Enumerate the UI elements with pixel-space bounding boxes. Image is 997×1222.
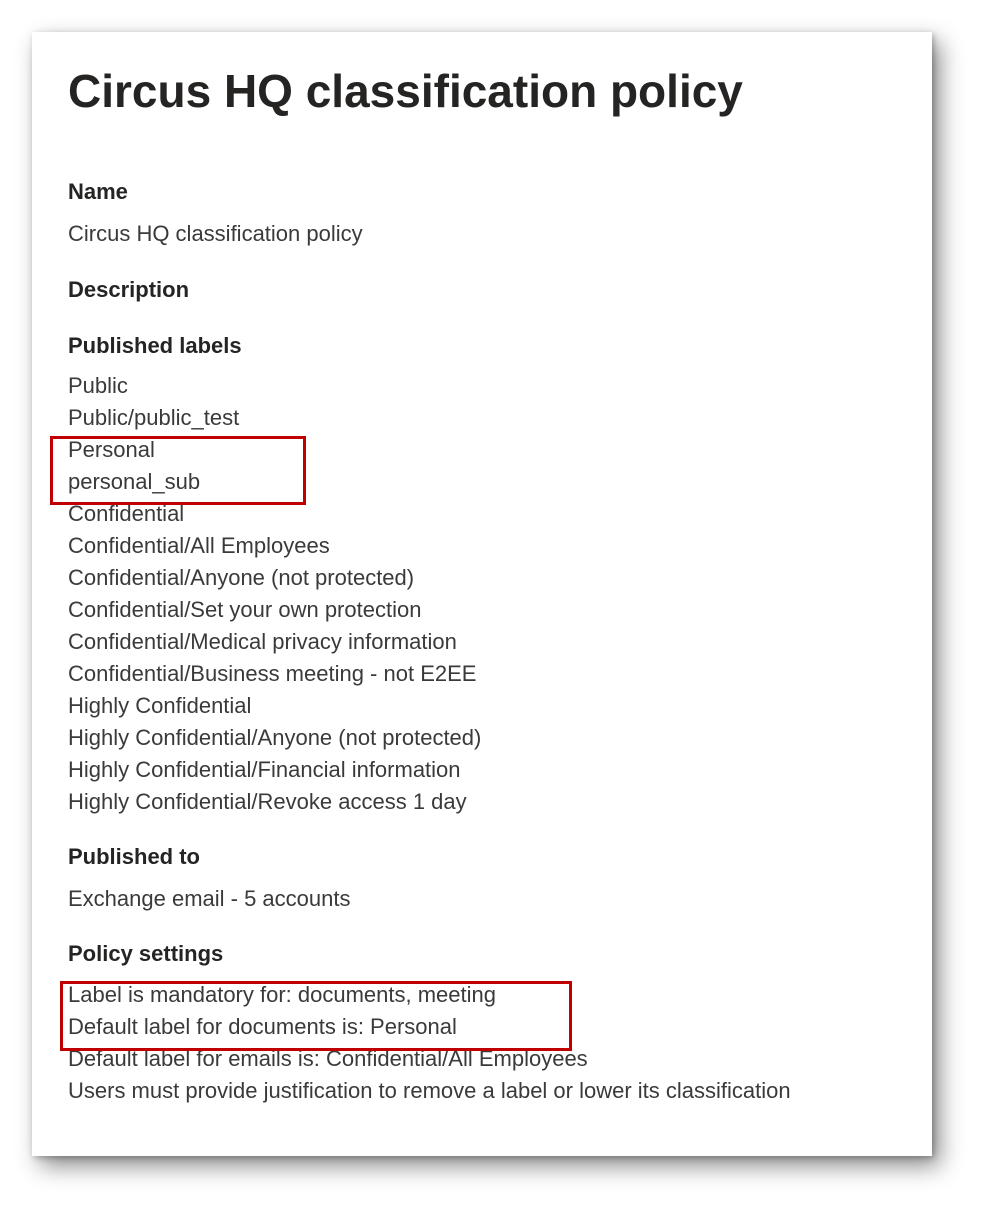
published-label-item: Confidential/All Employees — [68, 533, 330, 558]
published-label-item: Confidential/Set your own protection — [68, 597, 422, 622]
policy-setting-item: Default label for emails is: Confidential/All Employees — [68, 1046, 588, 1071]
published-label-item: Highly Confidential/Financial information — [68, 757, 461, 782]
name-label: Name — [68, 179, 128, 204]
published-label-item: Highly Confidential/Anyone (not protected) — [68, 725, 482, 750]
policy-details-panel — [32, 32, 932, 1156]
policy-setting-item: Users must provide justification to remove a label or lower its classification — [68, 1078, 791, 1103]
description-label: Description — [68, 277, 190, 302]
published-label-item: Personal — [68, 437, 155, 462]
published-label-item: Public — [68, 373, 128, 398]
published-labels-list — [68, 370, 481, 818]
published-label-item: Confidential — [68, 501, 185, 526]
published-to-label: Published to — [68, 844, 200, 869]
policy-setting-item: Label is mandatory for: documents, meeting — [68, 982, 497, 1007]
published-labels-label: Published labels — [68, 333, 242, 358]
name-value: Circus HQ classification policy — [68, 221, 363, 246]
policy-setting-item: Default label for documents is: Personal — [68, 1014, 457, 1039]
published-label-item: Confidential/Business meeting - not E2EE — [68, 661, 477, 686]
policy-settings-list — [68, 979, 791, 1107]
published-label-item: Highly Confidential/Revoke access 1 day — [68, 789, 467, 814]
published-label-item: Confidential/Medical privacy information — [68, 629, 457, 654]
published-label-item: personal_sub — [68, 469, 201, 494]
published-label-item: Public/public_test — [68, 405, 240, 430]
published-label-item: Highly Confidential — [68, 693, 252, 718]
published-to-value: Exchange email - 5 accounts — [68, 886, 351, 911]
policy-settings-label: Policy settings — [68, 941, 224, 966]
published-label-item: Confidential/Anyone (not protected) — [68, 565, 415, 590]
page-title: Circus HQ classification policy — [68, 65, 743, 117]
